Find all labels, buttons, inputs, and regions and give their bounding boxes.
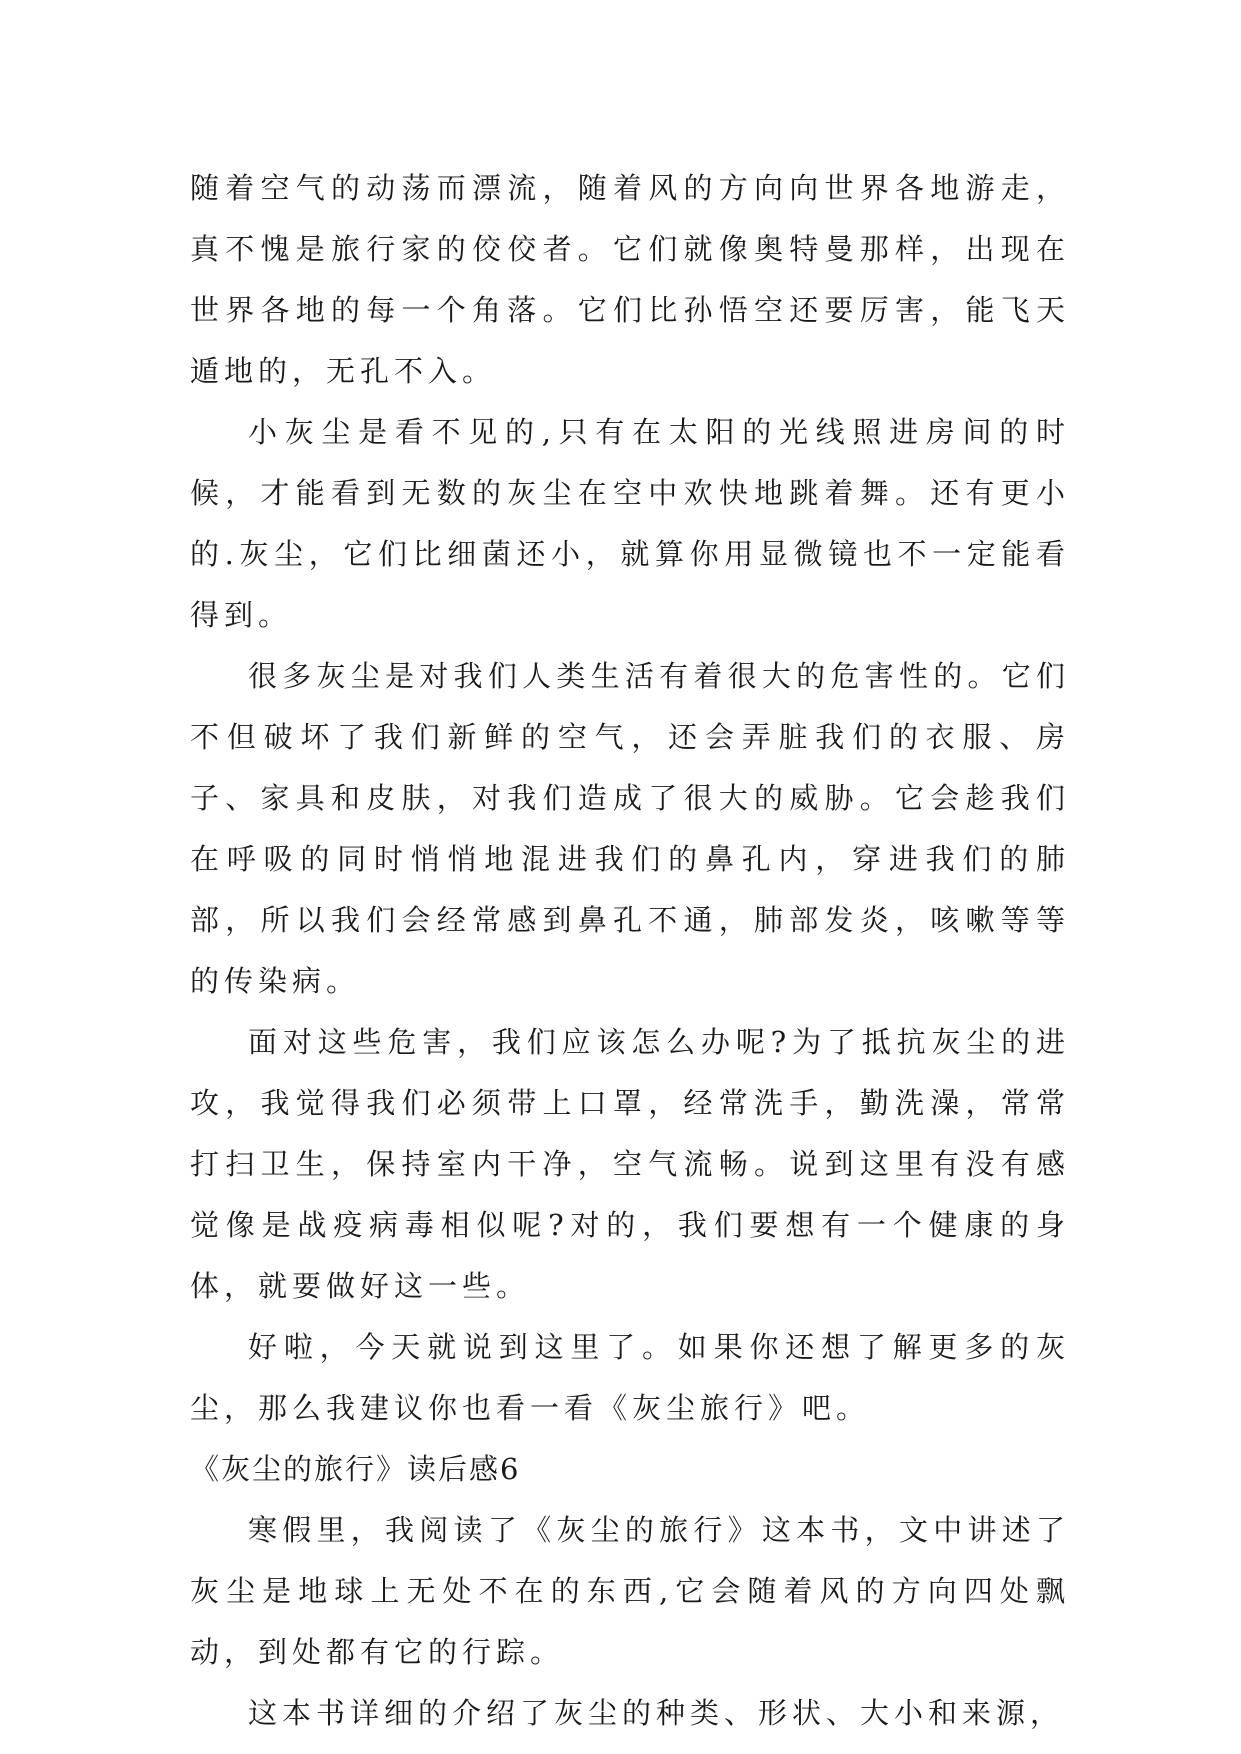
document-page (190, 158, 1070, 1744)
section-paragraph-2: 这本书详细的介绍了灰尘的种类、形状、大小和来源， (248, 1696, 1065, 1730)
paragraph-5: 好啦，今天就说到这里了。如果你还想了解更多的灰尘，那么我建议你也看一看《灰尘旅行》吧。 (190, 1330, 1070, 1425)
section-paragraph-1: 寒假里，我阅读了《灰尘的旅行》这本书，文中讲述了灰尘是地球上无处不在的东西,它会随着风的方向四处飘动，到处都有它的行踪。 (190, 1513, 1070, 1669)
paragraph-4: 面对这些危害，我们应该怎么办呢?为了抵抗灰尘的进攻，我觉得我们必须带上口罩，经常洗手，勤洗澡，常常打扫卫生，保持室内干净，空气流畅。说到这里有没有感觉像是战疫病毒相似呢?对的，我们要想有一个健康的身体，就要做好这一些。 (190, 1025, 1070, 1303)
paragraph-1: 随着空气的动荡而漂流，随着风的方向向世界各地游走，真不愧是旅行家的佼佼者。它们就像奥特曼那样，出现在世界各地的每一个角落。它们比孙悟空还要厉害，能飞天遁地的，无孔不入。 (190, 171, 1070, 388)
paragraph-3: 很多灰尘是对我们人类生活有着很大的危害性的。它们不但破坏了我们新鲜的空气，还会弄脏我们的衣服、房子、家具和皮肤，对我们造成了很大的威胁。它会趁我们在呼吸的同时悄悄地混进我们的鼻孔内，穿进我们的肺部，所以我们会经常感到鼻孔不通，肺部发炎，咳嗽等等的传染病。 (190, 659, 1070, 998)
section-title: 《灰尘的旅行》读后感6 (190, 1452, 521, 1486)
paragraph-2: 小灰尘是看不见的,只有在太阳的光线照进房间的时候，才能看到无数的灰尘在空中欢快地跳着舞。还有更小的.灰尘，它们比细菌还小，就算你用显微镜也不一定能看得到。 (190, 415, 1070, 632)
